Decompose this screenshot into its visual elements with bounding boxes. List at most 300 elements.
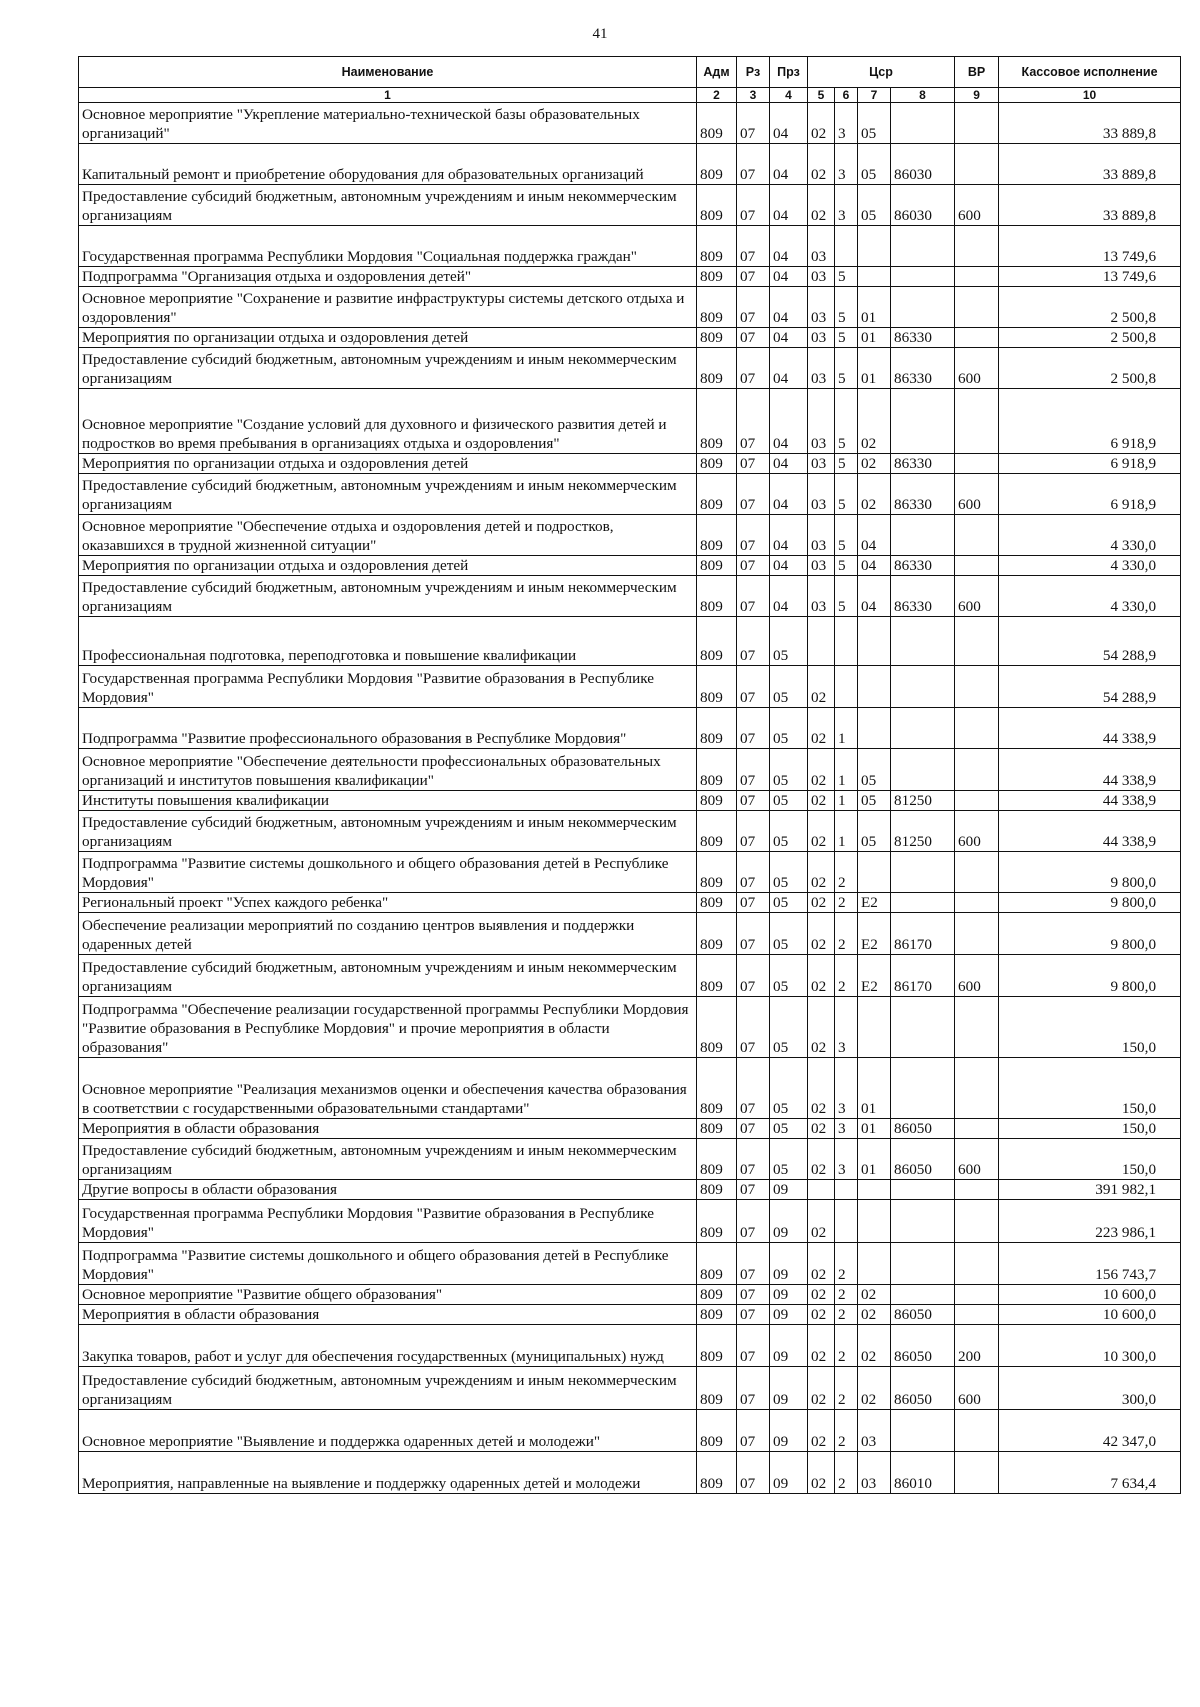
- row-csr-8: 86050: [891, 1305, 955, 1325]
- header-adm: Адм: [697, 57, 737, 88]
- row-rz: 07: [737, 474, 770, 515]
- table-row: [79, 515, 1181, 556]
- row-csr-5: [808, 1180, 835, 1200]
- row-adm: 809: [697, 1200, 737, 1243]
- column-number: 10: [999, 88, 1181, 103]
- row-csr-5: 03: [808, 348, 835, 389]
- row-name: Закупка товаров, работ и услуг для обеспечения государственных (муниципальных) нужд: [79, 1325, 697, 1367]
- row-prz: 04: [770, 454, 808, 474]
- header-prz: Прз: [770, 57, 808, 88]
- row-adm: 809: [697, 474, 737, 515]
- row-name: Обеспечение реализации мероприятий по созданию центров выявления и поддержки одаренных детей: [79, 913, 697, 955]
- table-row: [79, 893, 1181, 913]
- table-row: [79, 1285, 1181, 1305]
- table-row: [79, 617, 1181, 666]
- row-csr-5: 02: [808, 1305, 835, 1325]
- row-prz: 05: [770, 852, 808, 893]
- row-name: Профессиональная подготовка, переподготовка и повышение квалификации: [79, 617, 697, 666]
- row-csr-7: [858, 1180, 891, 1200]
- row-csr-7: [858, 1200, 891, 1243]
- row-name: Государственная программа Республики Мордовия "Развитие образования в Республике Мордовия": [79, 1200, 697, 1243]
- row-csr-5: [808, 617, 835, 666]
- row-prz: 05: [770, 617, 808, 666]
- row-prz: 04: [770, 144, 808, 185]
- row-name: Основное мероприятие "Выявление и поддержка одаренных детей и молодежи": [79, 1410, 697, 1452]
- row-adm: 809: [697, 811, 737, 852]
- row-csr-7: 05: [858, 144, 891, 185]
- row-vr: [955, 1410, 999, 1452]
- row-name: Подпрограмма "Обеспечение реализации государственной программы Республики Мордовия "Развитие образования в Республике Мордовия" и прочие мероприятия в области образования": [79, 997, 697, 1058]
- row-vr: [955, 389, 999, 454]
- table-row: [79, 1452, 1181, 1494]
- row-adm: 809: [697, 666, 737, 708]
- row-csr-7: 02: [858, 1305, 891, 1325]
- row-csr-8: 81250: [891, 811, 955, 852]
- row-csr-5: 03: [808, 267, 835, 287]
- row-prz: 05: [770, 913, 808, 955]
- row-adm: 809: [697, 348, 737, 389]
- row-csr-8: [891, 852, 955, 893]
- row-csr-7: [858, 1243, 891, 1285]
- row-rz: 07: [737, 389, 770, 454]
- row-csr-7: 01: [858, 328, 891, 348]
- row-amount: 150,0: [999, 1139, 1181, 1180]
- row-csr-8: [891, 1200, 955, 1243]
- row-adm: 809: [697, 1119, 737, 1139]
- row-name: Мероприятия в области образования: [79, 1119, 697, 1139]
- row-csr-6: 2: [835, 852, 858, 893]
- row-csr-6: 5: [835, 348, 858, 389]
- row-csr-8: [891, 389, 955, 454]
- row-amount: 6 918,9: [999, 474, 1181, 515]
- row-csr-8: 86030: [891, 144, 955, 185]
- row-vr: [955, 913, 999, 955]
- row-csr-7: [858, 267, 891, 287]
- row-csr-7: E2: [858, 913, 891, 955]
- row-prz: 09: [770, 1367, 808, 1410]
- row-amount: 391 982,1: [999, 1180, 1181, 1200]
- row-prz: 09: [770, 1410, 808, 1452]
- row-csr-8: [891, 1243, 955, 1285]
- header-amount: Кассовое исполнение: [999, 57, 1181, 88]
- row-prz: 04: [770, 328, 808, 348]
- row-csr-7: 04: [858, 515, 891, 556]
- row-csr-8: [891, 749, 955, 791]
- row-rz: 07: [737, 997, 770, 1058]
- table-row: [79, 955, 1181, 997]
- row-rz: 07: [737, 1285, 770, 1305]
- row-prz: 04: [770, 389, 808, 454]
- row-adm: 809: [697, 1180, 737, 1200]
- row-csr-6: 5: [835, 287, 858, 328]
- row-rz: 07: [737, 666, 770, 708]
- row-name: Основное мероприятие "Обеспечение деятельности профессиональных образовательных организаций и институтов повышения квалификации": [79, 749, 697, 791]
- column-number: 6: [835, 88, 858, 103]
- column-number: 3: [737, 88, 770, 103]
- table-row: [79, 1180, 1181, 1200]
- row-rz: 07: [737, 454, 770, 474]
- row-csr-8: 86330: [891, 576, 955, 617]
- row-csr-7: 04: [858, 556, 891, 576]
- row-csr-5: 02: [808, 1452, 835, 1494]
- row-name: Государственная программа Республики Мордовия "Развитие образования в Республике Мордовия": [79, 666, 697, 708]
- row-csr-6: 5: [835, 515, 858, 556]
- row-csr-5: 02: [808, 997, 835, 1058]
- row-prz: 04: [770, 267, 808, 287]
- row-prz: 04: [770, 287, 808, 328]
- budget-table: [78, 56, 1181, 1494]
- row-prz: 09: [770, 1325, 808, 1367]
- row-name: Подпрограмма "Развитие профессионального образования в Республике Мордовия": [79, 708, 697, 749]
- row-csr-8: [891, 666, 955, 708]
- row-csr-6: 5: [835, 454, 858, 474]
- row-csr-7: 02: [858, 474, 891, 515]
- row-adm: 809: [697, 328, 737, 348]
- row-amount: 6 918,9: [999, 389, 1181, 454]
- row-csr-8: 86050: [891, 1119, 955, 1139]
- row-prz: 05: [770, 791, 808, 811]
- row-csr-6: 3: [835, 1119, 858, 1139]
- row-name: Институты повышения квалификации: [79, 791, 697, 811]
- row-prz: 05: [770, 997, 808, 1058]
- row-amount: 13 749,6: [999, 267, 1181, 287]
- row-csr-6: 2: [835, 1285, 858, 1305]
- row-csr-5: 02: [808, 1285, 835, 1305]
- row-csr-7: 02: [858, 1285, 891, 1305]
- row-csr-8: [891, 617, 955, 666]
- column-number: 5: [808, 88, 835, 103]
- row-name: Предоставление субсидий бюджетным, автономным учреждениям и иным некоммерческим организациям: [79, 1367, 697, 1410]
- row-amount: 54 288,9: [999, 617, 1181, 666]
- row-csr-6: 2: [835, 1410, 858, 1452]
- row-prz: 09: [770, 1305, 808, 1325]
- row-prz: 05: [770, 955, 808, 997]
- table-row: [79, 852, 1181, 893]
- row-csr-5: 02: [808, 666, 835, 708]
- row-prz: 04: [770, 515, 808, 556]
- row-adm: 809: [697, 103, 737, 144]
- row-amount: 13 749,6: [999, 226, 1181, 267]
- row-csr-5: 02: [808, 103, 835, 144]
- row-name: Предоставление субсидий бюджетным, автономным учреждениям и иным некоммерческим организациям: [79, 955, 697, 997]
- row-csr-5: 03: [808, 474, 835, 515]
- row-amount: 150,0: [999, 1058, 1181, 1119]
- row-prz: 05: [770, 893, 808, 913]
- row-adm: 809: [697, 556, 737, 576]
- row-csr-6: 2: [835, 955, 858, 997]
- row-csr-8: [891, 226, 955, 267]
- row-adm: 809: [697, 955, 737, 997]
- row-prz: 04: [770, 103, 808, 144]
- row-adm: 809: [697, 913, 737, 955]
- table-row: [79, 389, 1181, 454]
- row-amount: 2 500,8: [999, 348, 1181, 389]
- row-adm: 809: [697, 893, 737, 913]
- row-adm: 809: [697, 852, 737, 893]
- row-csr-5: 03: [808, 515, 835, 556]
- row-prz: 09: [770, 1452, 808, 1494]
- row-vr: [955, 791, 999, 811]
- row-amount: 7 634,4: [999, 1452, 1181, 1494]
- table-row: [79, 1305, 1181, 1325]
- row-csr-7: E2: [858, 955, 891, 997]
- row-adm: 809: [697, 576, 737, 617]
- row-adm: 809: [697, 1058, 737, 1119]
- column-number: 7: [858, 88, 891, 103]
- row-rz: 07: [737, 144, 770, 185]
- row-csr-6: 3: [835, 103, 858, 144]
- row-rz: 07: [737, 1452, 770, 1494]
- row-rz: 07: [737, 791, 770, 811]
- row-csr-5: 02: [808, 1200, 835, 1243]
- row-vr: [955, 144, 999, 185]
- table-row: [79, 556, 1181, 576]
- row-rz: 07: [737, 103, 770, 144]
- table-row: [79, 1367, 1181, 1410]
- row-amount: 4 330,0: [999, 576, 1181, 617]
- table-row: [79, 666, 1181, 708]
- row-csr-6: 2: [835, 1325, 858, 1367]
- row-name: Основное мероприятие "Реализация механизмов оценки и обеспечения качества образования в соответствии с государственными образовательными стандартами": [79, 1058, 697, 1119]
- row-rz: 07: [737, 556, 770, 576]
- row-csr-8: 86330: [891, 328, 955, 348]
- row-adm: 809: [697, 1285, 737, 1305]
- row-vr: [955, 1452, 999, 1494]
- row-csr-6: 1: [835, 791, 858, 811]
- row-vr: [955, 328, 999, 348]
- row-csr-5: 03: [808, 328, 835, 348]
- row-prz: 05: [770, 1058, 808, 1119]
- row-vr: [955, 749, 999, 791]
- table-row: [79, 791, 1181, 811]
- row-vr: [955, 1058, 999, 1119]
- row-csr-6: 5: [835, 389, 858, 454]
- row-csr-8: [891, 708, 955, 749]
- row-prz: 05: [770, 666, 808, 708]
- row-vr: [955, 1243, 999, 1285]
- table-row: [79, 708, 1181, 749]
- row-csr-7: 02: [858, 389, 891, 454]
- row-rz: 07: [737, 1200, 770, 1243]
- row-rz: 07: [737, 1119, 770, 1139]
- row-vr: [955, 454, 999, 474]
- row-amount: 33 889,8: [999, 185, 1181, 226]
- row-name: Предоставление субсидий бюджетным, автономным учреждениям и иным некоммерческим организациям: [79, 474, 697, 515]
- row-csr-5: 02: [808, 185, 835, 226]
- row-csr-7: 02: [858, 1367, 891, 1410]
- row-adm: 809: [697, 454, 737, 474]
- row-csr-5: 02: [808, 1367, 835, 1410]
- row-amount: 10 600,0: [999, 1285, 1181, 1305]
- row-amount: 4 330,0: [999, 515, 1181, 556]
- row-csr-6: 1: [835, 708, 858, 749]
- row-csr-7: 05: [858, 185, 891, 226]
- row-csr-5: 02: [808, 955, 835, 997]
- row-adm: 809: [697, 749, 737, 791]
- row-csr-8: [891, 103, 955, 144]
- row-csr-6: 1: [835, 749, 858, 791]
- row-csr-7: 05: [858, 811, 891, 852]
- row-csr-7: [858, 226, 891, 267]
- row-csr-6: [835, 617, 858, 666]
- row-amount: 54 288,9: [999, 666, 1181, 708]
- table-row: [79, 1325, 1181, 1367]
- header-rz: Рз: [737, 57, 770, 88]
- row-csr-7: [858, 708, 891, 749]
- row-csr-8: [891, 287, 955, 328]
- row-csr-5: 02: [808, 1243, 835, 1285]
- row-name: Подпрограмма "Развитие системы дошкольного и общего образования детей в Республике Мордовия": [79, 1243, 697, 1285]
- row-prz: 04: [770, 185, 808, 226]
- table-row: [79, 144, 1181, 185]
- row-rz: 07: [737, 576, 770, 617]
- row-rz: 07: [737, 1305, 770, 1325]
- row-rz: 07: [737, 893, 770, 913]
- row-csr-5: 03: [808, 576, 835, 617]
- row-csr-5: 03: [808, 389, 835, 454]
- row-vr: 600: [955, 1367, 999, 1410]
- row-amount: 42 347,0: [999, 1410, 1181, 1452]
- row-name: Региональный проект "Успех каждого ребенка": [79, 893, 697, 913]
- row-csr-8: 86050: [891, 1325, 955, 1367]
- table-row: [79, 997, 1181, 1058]
- row-rz: 07: [737, 1180, 770, 1200]
- row-rz: 07: [737, 913, 770, 955]
- row-vr: [955, 226, 999, 267]
- row-name: Мероприятия по организации отдыха и оздоровления детей: [79, 328, 697, 348]
- row-prz: 05: [770, 811, 808, 852]
- row-prz: 04: [770, 556, 808, 576]
- row-adm: 809: [697, 1139, 737, 1180]
- row-csr-5: 02: [808, 913, 835, 955]
- row-csr-7: 01: [858, 1058, 891, 1119]
- row-csr-7: 02: [858, 1325, 891, 1367]
- row-csr-8: 86330: [891, 454, 955, 474]
- row-csr-5: 02: [808, 749, 835, 791]
- row-csr-8: 86170: [891, 955, 955, 997]
- row-amount: 9 800,0: [999, 913, 1181, 955]
- row-rz: 07: [737, 852, 770, 893]
- row-csr-6: 2: [835, 1452, 858, 1494]
- row-vr: [955, 1200, 999, 1243]
- row-csr-8: 81250: [891, 791, 955, 811]
- row-vr: [955, 1119, 999, 1139]
- row-adm: 809: [697, 1305, 737, 1325]
- row-adm: 809: [697, 617, 737, 666]
- row-prz: 04: [770, 576, 808, 617]
- row-prz: 05: [770, 1119, 808, 1139]
- column-number: 8: [891, 88, 955, 103]
- row-amount: 9 800,0: [999, 852, 1181, 893]
- row-csr-7: [858, 997, 891, 1058]
- row-prz: 04: [770, 226, 808, 267]
- row-vr: [955, 1305, 999, 1325]
- table-row: [79, 185, 1181, 226]
- row-csr-7: 05: [858, 791, 891, 811]
- row-adm: 809: [697, 1410, 737, 1452]
- row-rz: 07: [737, 287, 770, 328]
- row-amount: 2 500,8: [999, 287, 1181, 328]
- row-csr-5: 02: [808, 791, 835, 811]
- column-number: 2: [697, 88, 737, 103]
- table-row: [79, 226, 1181, 267]
- row-amount: 33 889,8: [999, 144, 1181, 185]
- row-name: Мероприятия по организации отдыха и оздоровления детей: [79, 556, 697, 576]
- row-csr-5: 02: [808, 852, 835, 893]
- row-name: Предоставление субсидий бюджетным, автономным учреждениям и иным некоммерческим организациям: [79, 811, 697, 852]
- row-vr: [955, 666, 999, 708]
- row-csr-7: 04: [858, 576, 891, 617]
- row-rz: 07: [737, 348, 770, 389]
- row-vr: [955, 617, 999, 666]
- row-amount: 10 600,0: [999, 1305, 1181, 1325]
- row-name: Мероприятия, направленные на выявление и поддержку одаренных детей и молодежи: [79, 1452, 697, 1494]
- row-rz: 07: [737, 955, 770, 997]
- row-csr-6: 3: [835, 997, 858, 1058]
- table-row: [79, 287, 1181, 328]
- row-csr-6: [835, 666, 858, 708]
- row-prz: 05: [770, 1139, 808, 1180]
- row-amount: 2 500,8: [999, 328, 1181, 348]
- row-prz: 09: [770, 1200, 808, 1243]
- row-amount: 9 800,0: [999, 955, 1181, 997]
- row-vr: [955, 852, 999, 893]
- header-vr: ВР: [955, 57, 999, 88]
- table-row: [79, 1200, 1181, 1243]
- row-adm: 809: [697, 708, 737, 749]
- row-csr-7: 05: [858, 749, 891, 791]
- row-prz: 05: [770, 708, 808, 749]
- row-adm: 809: [697, 1452, 737, 1494]
- header-csr: Цср: [808, 57, 955, 88]
- row-amount: 10 300,0: [999, 1325, 1181, 1367]
- row-name: Подпрограмма "Организация отдыха и оздоровления детей": [79, 267, 697, 287]
- row-csr-5: 03: [808, 226, 835, 267]
- row-vr: [955, 1285, 999, 1305]
- row-csr-5: 02: [808, 1058, 835, 1119]
- row-csr-6: 2: [835, 913, 858, 955]
- row-csr-8: [891, 515, 955, 556]
- row-rz: 07: [737, 185, 770, 226]
- row-rz: 07: [737, 226, 770, 267]
- row-csr-8: [891, 997, 955, 1058]
- row-adm: 809: [697, 1367, 737, 1410]
- row-csr-8: [891, 893, 955, 913]
- row-rz: 07: [737, 1243, 770, 1285]
- row-csr-6: [835, 1200, 858, 1243]
- row-csr-7: 03: [858, 1410, 891, 1452]
- row-csr-7: E2: [858, 893, 891, 913]
- row-rz: 07: [737, 328, 770, 348]
- row-name: Основное мероприятие "Сохранение и развитие инфраструктуры системы детского отдыха и оздоровления": [79, 287, 697, 328]
- row-csr-5: 03: [808, 454, 835, 474]
- table-body: [79, 103, 1181, 1494]
- row-rz: 07: [737, 811, 770, 852]
- row-amount: 156 743,7: [999, 1243, 1181, 1285]
- row-csr-6: 3: [835, 1058, 858, 1119]
- row-csr-7: 02: [858, 454, 891, 474]
- header-name: Наименование: [79, 57, 697, 88]
- row-vr: [955, 287, 999, 328]
- row-amount: 150,0: [999, 997, 1181, 1058]
- row-csr-8: [891, 1058, 955, 1119]
- row-csr-8: 86010: [891, 1452, 955, 1494]
- row-prz: 04: [770, 348, 808, 389]
- row-csr-6: 5: [835, 474, 858, 515]
- table-row: [79, 1410, 1181, 1452]
- row-name: Предоставление субсидий бюджетным, автономным учреждениям и иным некоммерческим организациям: [79, 576, 697, 617]
- row-csr-6: 5: [835, 576, 858, 617]
